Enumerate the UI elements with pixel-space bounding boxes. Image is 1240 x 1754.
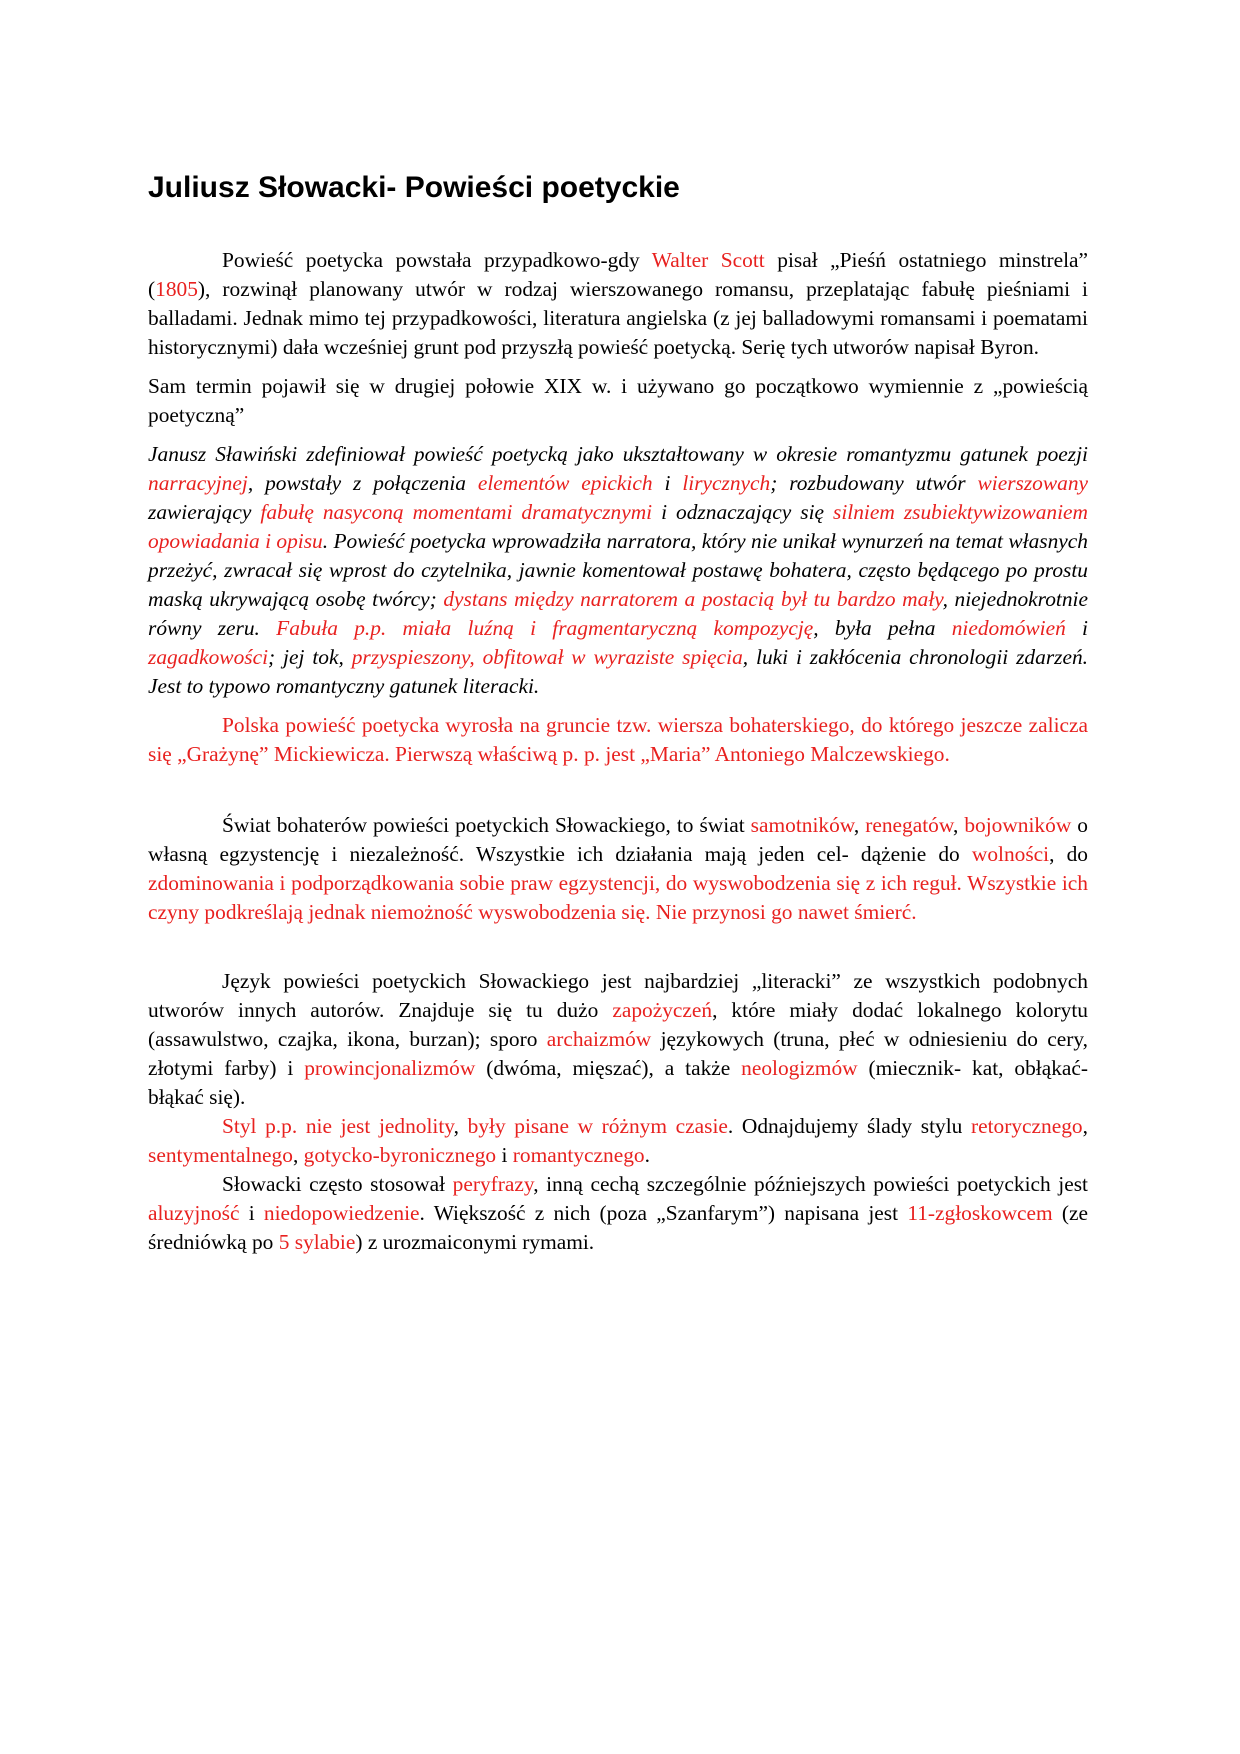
- paragraph-p3: [148, 440, 1088, 701]
- highlighted-text: niedopowiedzenie: [263, 1201, 420, 1225]
- highlighted-text: wolności: [971, 842, 1050, 866]
- highlighted-text: prowincjonalizmów: [304, 1056, 476, 1080]
- body-text: ) z urozmaiconymi rymami.: [355, 1230, 595, 1254]
- body-text: zawierający: [148, 500, 261, 524]
- highlighted-text: retorycznego: [970, 1114, 1083, 1138]
- highlighted-text: zapożyczeń: [612, 998, 713, 1022]
- highlighted-text: fabułę nasyconą momentami dramatycznymi: [260, 500, 653, 524]
- body-text: Słowacki często stosował: [222, 1172, 453, 1196]
- body-text: , które miały dodać lokalnego kolorytu (assawulstwo, czajka, ikona, burzan); sporo: [148, 998, 1088, 1051]
- body-text: . Powieść poetycka wprowadziła narratora, który nie unikał wynurzeń na temat własnych przeżyć, zwracał się wprost do czytelnika, jawnie komentował postawę bohatera, często będącego po prostu maską ukrywającą osobę twórcy;: [148, 529, 1088, 611]
- highlighted-text: peryfrazy: [452, 1172, 534, 1196]
- highlighted-text: przyspieszony, obfitował w wyraziste spięcia: [351, 645, 743, 669]
- body-text: o własną egzystencję i niezależność. Wszystkie ich działania mają jeden cel- dążenie do: [148, 813, 1088, 866]
- highlighted-text: 1805: [155, 277, 198, 301]
- paragraph-p5: [148, 811, 1088, 927]
- highlighted-text: sentymentalnego: [148, 1143, 293, 1167]
- body-text: i: [239, 1201, 264, 1225]
- body-text: Sam termin pojawił się w drugiej połowie XIX w. i używano go początkowo wymiennie z „powieścią poetyczną”: [148, 374, 1088, 427]
- body-text: językowych (truna, płeć w odniesieniu do cery, złotymi farby) i: [148, 1027, 1088, 1080]
- highlighted-text: 5 sylabie: [278, 1230, 356, 1254]
- paragraph-p8: [148, 1170, 1088, 1257]
- highlighted-text: Fabuła p.p. miała luźną i fragmentaryczną kompozycję: [276, 616, 814, 640]
- body-text: (dwóma, mięszać), a także: [475, 1056, 742, 1080]
- highlighted-text: niedomówień: [951, 616, 1066, 640]
- highlighted-text: romantycznego: [512, 1143, 645, 1167]
- highlighted-text: neologizmów: [741, 1056, 858, 1080]
- highlighted-text: gotycko-byronicznego: [303, 1143, 497, 1167]
- body-text: Janusz Sławiński zdefiniował powieść poetycką jako ukształtowany w okresie romantyzmu gatunek poezji: [148, 442, 1088, 466]
- body-text: ,: [453, 1114, 468, 1138]
- paragraph-p6: [148, 967, 1088, 1112]
- body-text: (miecznik- kat, obłąkać- błąkać się).: [148, 1056, 1089, 1109]
- highlighted-text: aluzyjność: [148, 1201, 240, 1225]
- body-text: pisał „Pieśń ostatniego minstrela” (: [148, 248, 1089, 301]
- document-body: [148, 170, 1088, 1257]
- body-text: , niejednokrotnie równy zeru.: [148, 587, 1088, 640]
- highlighted-text: były pisane w różnym czasie: [467, 1114, 728, 1138]
- body-text: i: [1065, 616, 1088, 640]
- highlighted-text: lirycznych: [682, 471, 771, 495]
- body-text: ; rozbudowany utwór: [770, 471, 978, 495]
- highlighted-text: Polska powieść poetycka wyrosła na gruncie tzw. wiersza bohaterskiego, do którego jeszcze zalicza się „Grażynę” Mickiewicza. Pierwszą właściwą p. p. jest „Maria” Antoniego Malczewskiego.: [148, 713, 1088, 766]
- body-text: i odznaczający się: [652, 500, 834, 524]
- highlighted-text: elementów epickich: [477, 471, 653, 495]
- highlighted-text: 11-zgłoskowcem: [907, 1201, 1053, 1225]
- paragraph-p4: [148, 711, 1088, 769]
- body-text: ,: [952, 813, 965, 837]
- body-text: Język powieści poetyckich Słowackiego jest najbardziej „literacki” ze wszystkich podobnych utworów innych autorów. Znajduje się tu dużo: [148, 969, 1088, 1022]
- highlighted-text: silniem zsubiektywizowaniem opowiadania i opisu: [148, 500, 1088, 553]
- body-text: . Odnajdujemy ślady stylu: [727, 1114, 971, 1138]
- body-text: Świat bohaterów powieści poetyckich Słowackiego, to świat: [222, 813, 751, 837]
- body-text: , inną cechą szczególnie późniejszych powieści poetyckich jest: [533, 1172, 1088, 1196]
- document-title: Juliusz Słowacki- Powieści poetyckie: [148, 171, 680, 204]
- body-text: i: [652, 471, 683, 495]
- highlighted-text: zdominowania i podporządkowania sobie praw egzystencji, do wyswobodzenia się z ich reguł. Wszystkie ich czyny podkreślają jednak niemożność wyswobodzenia się. Nie przynosi go nawet śmierć.: [148, 871, 1088, 924]
- body-text: Powieść poetycka powstała przypadkowo-gdy: [222, 248, 652, 272]
- highlighted-text: samotników: [750, 813, 854, 837]
- highlighted-text: zagadkowości: [148, 645, 269, 669]
- highlighted-text: narracyjnej: [148, 471, 248, 495]
- body-text: ,: [1082, 1114, 1088, 1138]
- highlighted-text: renegatów: [865, 813, 953, 837]
- body-text: , do: [1049, 842, 1088, 866]
- body-text: .: [644, 1143, 650, 1167]
- highlighted-text: bojowników: [964, 813, 1072, 837]
- body-text: i: [496, 1143, 513, 1167]
- body-text: , powstały z połączenia: [247, 471, 478, 495]
- body-text: ,: [292, 1143, 304, 1167]
- body-text: , była pełna: [813, 616, 952, 640]
- body-text: ,: [853, 813, 866, 837]
- body-text: . Większość z nich (poza „Szanfarym”) napisana jest: [419, 1201, 908, 1225]
- paragraph-p2: [148, 372, 1088, 430]
- body-text: (ze średniówką po: [148, 1201, 1089, 1254]
- body-text: ; jej tok,: [268, 645, 352, 669]
- highlighted-text: dystans między narratorem a postacią był tu bardzo mały: [443, 587, 943, 611]
- paragraph-p7: [148, 1112, 1088, 1170]
- paragraph-p1: [148, 246, 1088, 362]
- paragraph-container: [148, 246, 1088, 1257]
- highlighted-text: archaizmów: [546, 1027, 652, 1051]
- body-text: , luki i zakłócenia chronologii zdarzeń. Jest to typowo romantyczny gatunek literacki.: [148, 645, 1088, 698]
- highlighted-text: Styl p.p. nie jest jednolity: [222, 1114, 454, 1138]
- body-text: ), rozwinął planowany utwór w rodzaj wierszowanego romansu, przeplatając fabułę pieśniami i balladami. Jednak mimo tej przypadkowości, literatura angielska (z jej balladowymi romansami i poematami historycznymi) dała wcześniej grunt pod przyszłą powieść poetycką. Serię tych utworów napisał Byron.: [148, 277, 1088, 359]
- highlighted-text: Walter Scott: [651, 248, 765, 272]
- highlighted-text: wierszowany: [977, 471, 1089, 495]
